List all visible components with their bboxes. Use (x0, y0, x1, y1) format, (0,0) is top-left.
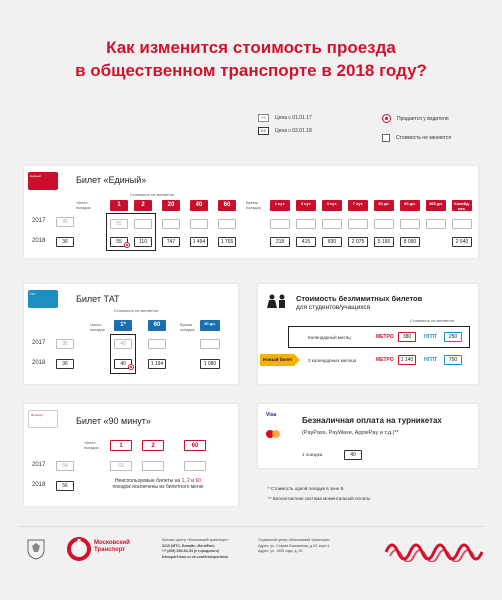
tat-trips-1: 1* (114, 320, 132, 331)
edinyi-time-6: 90 дн. (400, 200, 420, 211)
logo-name-2: Транспорт (94, 547, 126, 553)
edinyi-trips-2: 2 (134, 200, 152, 211)
metro-label-1: МЕТРО (376, 334, 394, 340)
unlimited-ngpt-1: 250 (444, 332, 462, 342)
edinyi-2018-60: 1 765 (218, 237, 236, 247)
driver-icon (124, 242, 130, 248)
min90-note-a: Неиспользуемые билеты на (114, 478, 182, 484)
card-unlimited (258, 284, 478, 384)
tat-2018-1: 40 (114, 359, 132, 369)
moscow-emblem-icon (26, 538, 46, 560)
title-line-2: в общественном транспорте в 2018 году? (75, 61, 427, 80)
contact-2a: Сервисный центр «Московский транспорт» (258, 538, 331, 542)
card-90min-title: Билет «90 минут» (76, 416, 151, 426)
tat-2018-60: 1 194 (148, 359, 166, 369)
edinyi-2017-t7 (426, 219, 446, 229)
min90-2017-60 (184, 461, 206, 471)
service-center (258, 538, 330, 555)
contact-2b: Адрес: ул. Старая Басманная, д.20, корп.1 (258, 543, 330, 548)
edinyi-2018-t2: 415 (296, 237, 316, 247)
legend-unchanged-box (382, 134, 390, 142)
ticket-edinyi-image (28, 172, 58, 190)
tat-year-2017: 2017 (32, 340, 46, 346)
ticket-90min-label: 90 минут (31, 413, 44, 417)
legend-driver-label: Продается у водителя (397, 115, 449, 122)
cashless-title: Безналичная оплата на турникетах (302, 416, 442, 425)
card-cashless (258, 404, 478, 468)
min90-base-2018: 56 (56, 481, 74, 491)
edinyi-2017-40 (190, 219, 208, 229)
edinyi-time-1: 1 сут. (270, 200, 290, 211)
edinyi-base-2017: 35 (56, 217, 74, 227)
edinyi-2018-t1: 218 (270, 237, 290, 247)
edinyi-2017-60 (218, 219, 236, 229)
mastercard-logo (264, 426, 284, 436)
footnote-1: * Стоимость одной поездки в зоне Б (268, 486, 344, 491)
unlimited-metro-1: 380 (398, 332, 416, 342)
tat-trips-60: 60 (148, 320, 166, 331)
min90-trips-2: 2 (142, 440, 164, 451)
min90-note-n1: 1 (181, 478, 185, 484)
legend-new-price (258, 127, 312, 135)
edinyi-2017-t4 (348, 219, 368, 229)
card-tat (24, 284, 238, 384)
min90-note-c1: , (184, 478, 188, 484)
min90-year-2018: 2018 (32, 482, 46, 488)
tat-base-2018: 36 (56, 359, 74, 369)
unlimited-unchanged-label: Стоимость не меняется (410, 318, 455, 323)
edinyi-2018-40: 1 494 (190, 237, 208, 247)
moscow-transport-logo-icon (66, 536, 92, 562)
legend-old-price (258, 114, 312, 122)
contact-1c: +7 (495) 539-54-54 (с городского) (162, 549, 220, 553)
edinyi-2018-20: 747 (162, 237, 180, 247)
unlimited-ngpt-2: 750 (444, 355, 462, 365)
edinyi-2017-1: 55 (110, 219, 128, 229)
ticket-tat-label: ТАТ (30, 292, 36, 296)
min90-note-c2: и (189, 478, 196, 484)
legend-new-box: XX (258, 127, 269, 135)
edinyi-2018-1: 55 (110, 237, 128, 247)
edinyi-time-2: 3 сут. (296, 200, 316, 211)
min90-base-2017: 54 (56, 461, 74, 471)
card-tat-title: Билет ТАТ (76, 294, 120, 304)
edinyi-trips-40: 40 (190, 200, 208, 211)
students-icon (266, 294, 288, 308)
min90-2017-1: 65 (110, 461, 132, 471)
tat-2017-30d (200, 339, 220, 349)
contact-1d[interactable]: transport.mos.ru vk.com/transportmos (162, 554, 229, 559)
tat-trips-label: Число поездок (90, 322, 105, 332)
legend-driver (382, 114, 449, 123)
edinyi-time-5: 30 дн. (374, 200, 394, 211)
edinyi-2017-t2 (296, 219, 316, 229)
tat-time-label: Время поездок (180, 322, 195, 332)
unlimited-row2-label: 3 календарных месяца (308, 358, 357, 363)
edinyi-time-7: 365 дн. (426, 200, 446, 211)
ticket-tat-image (28, 290, 58, 308)
edinyi-2018-t4: 2 075 (348, 237, 368, 247)
contact-1b: 3210 (МТС, Билайн, МегаФон) (162, 543, 215, 548)
footnote-2: ** Бесконтактная система моментальной оплаты (268, 496, 371, 501)
min90-trips-1: 1 (110, 440, 132, 451)
min90-note-n2: 2 (187, 478, 190, 484)
edinyi-year-2017: 2017 (32, 218, 46, 224)
unlimited-title-1: Стоимость безлимитных билетов (296, 294, 423, 303)
card-edinyi-title: Билет «Единый» (76, 175, 147, 185)
legend-old-label: Цена с 01.01.17 (275, 115, 312, 121)
cashless-row: 1 поездка (302, 452, 323, 457)
edinyi-2018-t5: 5 190 (374, 237, 394, 247)
edinyi-unchanged-label: Стоимость не меняется (130, 192, 175, 197)
contact-2c: Адрес: ул. 1905 года, д. 25 (258, 549, 303, 553)
unlimited-title (296, 294, 422, 312)
unlimited-title-2: для студентов/учащихся (296, 304, 371, 311)
ticket-edinyi-label: Единый (30, 174, 41, 178)
tat-year-2018: 2018 (32, 360, 46, 366)
edinyi-trips-1: 1 (110, 200, 128, 211)
legend-unchanged (382, 134, 451, 142)
min90-year-2017: 2017 (32, 462, 46, 468)
legend-unchanged-label: Стоимость не меняется (396, 135, 452, 141)
min90-2017-2 (142, 461, 164, 471)
edinyi-2017-t5 (374, 219, 394, 229)
min90-note-b: поездок исключены из билетного меню (112, 484, 204, 490)
visa-logo: Visa (266, 412, 277, 418)
edinyi-2018-2: 110 (134, 237, 152, 247)
legend-old-box: XX (258, 114, 269, 122)
footer-divider (18, 526, 484, 527)
title-line-1: Как изменится стоимость проезда (106, 38, 396, 57)
card-90min (24, 404, 238, 506)
tat-unchanged-label: Стоимость не меняется (114, 308, 159, 313)
edinyi-trips-60: 60 (218, 200, 236, 211)
min90-note (88, 478, 228, 490)
edinyi-time-3: 3 сут. (322, 200, 342, 211)
edinyi-2017-t3 (322, 219, 342, 229)
edinyi-base-2018: 36 (56, 237, 74, 247)
legend-new-label: Цена с 02.01.18 (275, 128, 312, 134)
edinyi-2018-t8: 2 640 (452, 237, 472, 247)
steering-wheel-icon (382, 114, 391, 123)
ngpt-label-1: НГПТ (424, 334, 438, 340)
decorative-wave-pattern (384, 534, 484, 562)
edinyi-2018-t3: 830 (322, 237, 342, 247)
edinyi-2018-t6: 8 090 (400, 237, 420, 247)
tat-base-2017: 35 (56, 339, 74, 349)
tat-2017-1: 40 (114, 339, 132, 349)
card-edinyi (24, 166, 478, 258)
edinyi-2017-2 (134, 219, 152, 229)
unlimited-metro-2: 1 140 (398, 355, 416, 365)
tat-2017-60 (148, 339, 166, 349)
edinyi-year-2018: 2018 (32, 238, 46, 244)
unlimited-row1-label: Календарный месяц (308, 335, 351, 340)
cashless-price: 40 (344, 450, 362, 460)
driver-icon (128, 364, 134, 370)
cashless-sub: (PayPass, PayWave, ApplePay и т.д.)** (302, 430, 399, 436)
contact-1a: Контакт-центр «Московский транспорт» (162, 538, 229, 542)
metro-label-2: МЕТРО (376, 357, 394, 363)
tat-2018-30d: 1 080 (200, 359, 220, 369)
contact-center (162, 538, 228, 560)
logo-name (94, 540, 130, 554)
edinyi-2017-t1 (270, 219, 290, 229)
edinyi-2017-t6 (400, 219, 420, 229)
edinyi-2017-20 (162, 219, 180, 229)
edinyi-2017-t8 (452, 219, 472, 229)
min90-trips-label: Число поездок (84, 440, 99, 450)
edinyi-time-4: 7 сут. (348, 200, 368, 211)
ngpt-label-2: НГПТ (424, 357, 438, 363)
ticket-90min-image (28, 410, 58, 428)
logo-name-1: Московский (94, 540, 130, 546)
edinyi-trips-label: Число поездок (76, 200, 91, 210)
edinyi-time-label: Время поездок (246, 200, 261, 210)
tat-time-30: 30 дн. (200, 320, 220, 331)
new-ticket-badge: Новый билет (260, 354, 294, 366)
min90-trips-60: 60 (184, 440, 206, 451)
page-title (0, 36, 502, 82)
min90-note-n3: 60 (195, 478, 202, 484)
edinyi-trips-20: 20 (162, 200, 180, 211)
edinyi-time-8: Калейд. мес. (452, 200, 472, 211)
